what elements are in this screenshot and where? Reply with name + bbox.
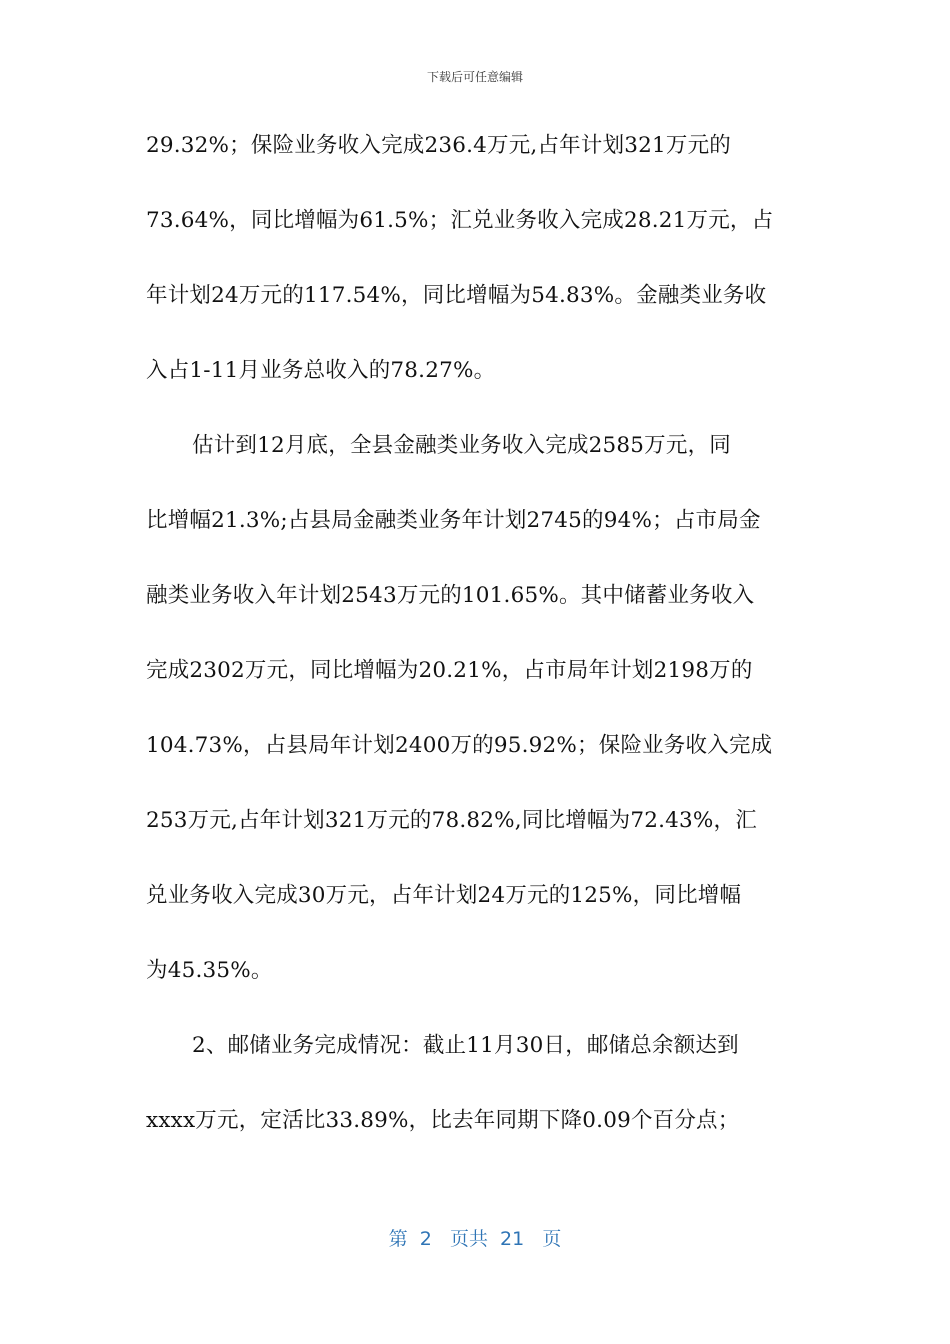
page-number: 第 2 页共 21 页	[388, 1228, 562, 1250]
paragraph-line: 比增幅21.3%;占县局金融类业务年计划2745的94%；占市局金	[146, 508, 761, 533]
paragraph-line: 完成2302万元，同比增幅为20.21%，占市局年计划2198万的	[146, 658, 753, 683]
paragraph-line: 104.73%，占县局年计划2400万的95.92%；保险业务收入完成	[146, 733, 773, 758]
page-header: 下载后可任意编辑	[426, 70, 523, 84]
paragraph-line: 73.64%，同比增幅为61.5%；汇兑业务收入完成28.21万元，占	[146, 208, 774, 233]
paragraph-line: 29.32%；保险业务收入完成236.4万元,占年计划321万元的	[146, 133, 732, 158]
paragraph-line: 入占1-11月业务总收入的78.27%。	[146, 358, 496, 383]
paragraph-line: 为45.35%。	[146, 958, 273, 983]
paragraph-line: 253万元,占年计划321万元的78.82%,同比增幅为72.43%，汇	[146, 808, 757, 833]
page-footer	[0, 1224, 950, 1251]
paragraph-line: 估计到12月底，全县金融类业务收入完成2585万元，同	[192, 433, 731, 458]
paragraph-line: 兑业务收入完成30万元，占年计划24万元的125%，同比增幅	[146, 883, 742, 908]
paragraph-line: 2、邮储业务完成情况：截止11月30日，邮储总余额达到	[192, 1033, 739, 1058]
paragraph-line: 年计划24万元的117.54%，同比增幅为54.83%。金融类业务收	[146, 283, 767, 308]
paragraph-line: 融类业务收入年计划2543万元的101.65%。其中储蓄业务收入	[146, 583, 755, 608]
paragraph-line: xxxx万元，定活比33.89%，比去年同期下降0.09个百分点；	[146, 1108, 740, 1133]
document-body	[146, 127, 806, 1177]
